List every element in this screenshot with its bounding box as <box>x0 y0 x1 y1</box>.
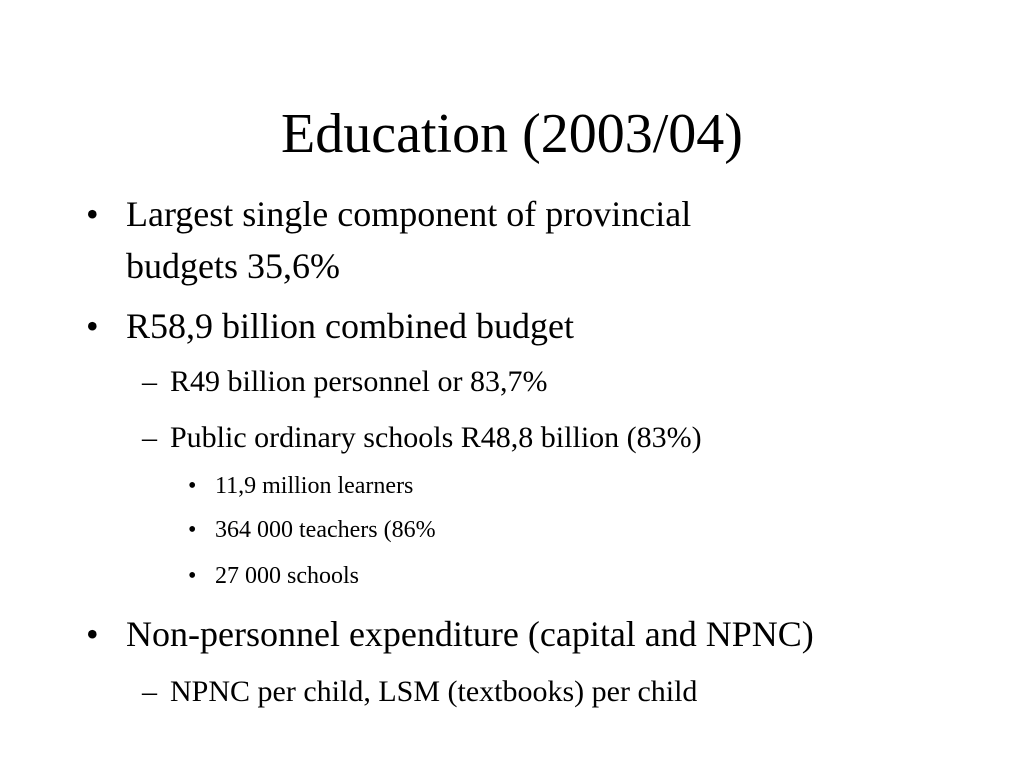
dash-marker: – <box>142 675 157 708</box>
bullet-text: Non-personnel expenditure (capital and NPNC) <box>126 614 814 654</box>
bullet-marker: • <box>86 194 99 234</box>
sub-sub-bullet-text: 27 000 schools <box>215 563 359 589</box>
bullet-text-line: Largest single component of provincial <box>126 194 692 234</box>
sub-bullet-text: Public ordinary schools R48,8 billion (83%) <box>170 421 702 454</box>
sub-sub-bullet-text: 11,9 million learners <box>215 473 414 499</box>
bullet-text: R58,9 billion combined budget <box>126 306 574 346</box>
sub-bullet-text: NPNC per child, LSM (textbooks) per child <box>170 675 698 708</box>
bullet-marker: • <box>188 473 197 499</box>
bullet-marker: • <box>86 306 99 346</box>
slide-title: Education (2003/04) <box>281 103 743 165</box>
sub-sub-bullet-text: 364 000 teachers (86% <box>215 517 436 543</box>
bullet-text-line: budgets 35,6% <box>126 246 340 286</box>
dash-marker: – <box>142 365 157 398</box>
dash-marker: – <box>142 421 157 454</box>
bullet-marker: • <box>86 614 99 654</box>
bullet-marker: • <box>188 517 197 543</box>
sub-bullet-text: R49 billion personnel or 83,7% <box>170 365 548 398</box>
bullet-marker: • <box>188 563 197 589</box>
